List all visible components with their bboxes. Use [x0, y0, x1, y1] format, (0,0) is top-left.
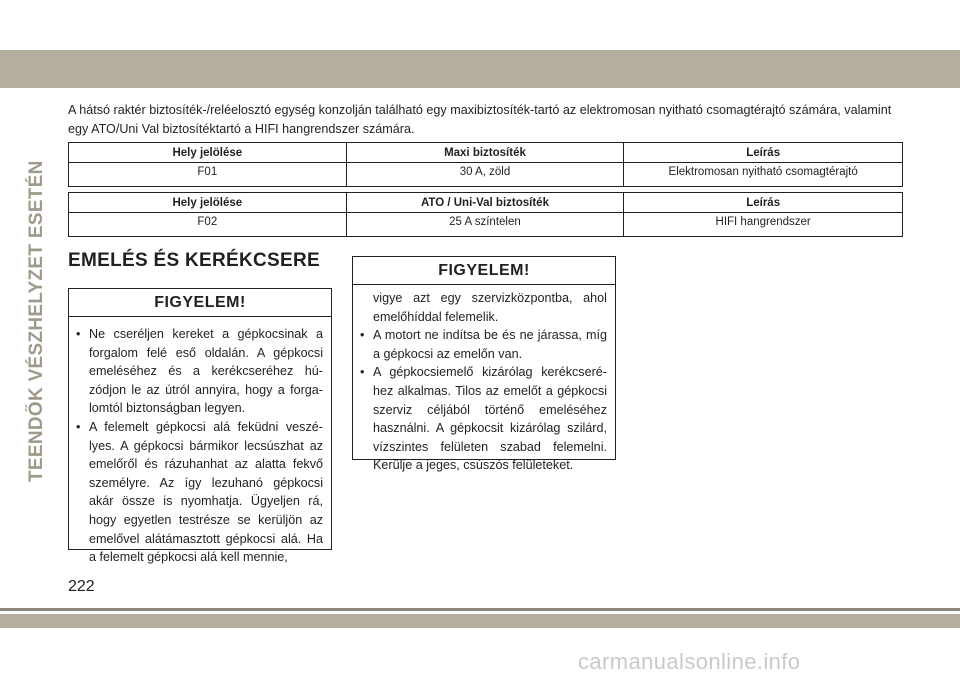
warning-list — [353, 285, 615, 479]
intro-paragraph: A hátsó raktér biztosíték-/reléelosztó egység konzolján található egy maxibiztosíték-tartó az elektromosan nyitható csomagtérajtó számára, valamint egy ATO/Uni Val biztosítéktartó a HIFI hangrendszer számára. — [68, 103, 892, 136]
warning-list — [69, 317, 331, 571]
table-cell: F02 — [69, 213, 347, 237]
maxi-fuse-table — [68, 142, 903, 187]
warning-title: FIGYELEM! — [353, 257, 615, 285]
column-header: ATO / Uni-Val biztosíték — [346, 193, 624, 213]
ato-fuse-table — [68, 192, 903, 237]
table-header-row — [69, 193, 903, 213]
table-cell: HIFI hangrendszer — [624, 213, 903, 237]
column-header: Hely jelölése — [69, 143, 347, 163]
footer-band — [0, 614, 960, 628]
chapter-side-title: TEENDŐK VÉSZHELYZET ESETÉN — [26, 160, 47, 482]
warning-item: • A gépkocsiemelő kizárólag kerékcseréhez alkalmas. Tilos az emelőt a gépkocsi szerviz céljából történő emeléséhez használni. A gépkocsit kizárólag szilárd, vízszintes felületen szabad felemelni. Kerülje a jeges, csúszós felületeket. — [359, 363, 607, 475]
table-cell: Elektromosan nyitható csomagtérajtó — [624, 163, 903, 187]
warning-title: FIGYELEM! — [69, 289, 331, 317]
page-number: 222 — [68, 578, 95, 595]
table-row — [69, 163, 903, 187]
table-cell: F01 — [69, 163, 347, 187]
footer-divider — [0, 608, 960, 611]
column-header: Maxi biztosíték — [346, 143, 624, 163]
column-header: Hely jelölése — [69, 193, 347, 213]
warning-box-right — [352, 256, 616, 473]
table-header-row — [69, 143, 903, 163]
header-band — [0, 50, 960, 88]
warning-item: • A motort ne indítsa be és ne járassa, míg a gépkocsi az emelőn van. — [359, 326, 607, 363]
warning-item: • A felemelt gépkocsi alá feküdni veszélyes. A gépkocsi bármikor lecsúszhat az emelőről és rázuhanhat az alatta fekvő személyre. Az így lezuhanó gépkocsi akár össze is nyomhatja. Ügyeljen rá, hogy egyetlen testrésze se kerüljön az emelővel alátámasztott gépkocsi alá. Ha a felemelt gépkocsi alá kell mennie, — [75, 418, 323, 567]
column-header: Leírás — [624, 143, 903, 163]
warning-continuation: vigye azt egy szervizközpontba, ahol emelőhíddal felemelik. — [373, 291, 607, 324]
section-heading: EMELÉS ÉS KERÉKCSERE — [68, 250, 320, 271]
table-cell: 30 A, zöld — [346, 163, 624, 187]
warning-item: • Ne cseréljen kereket a gépkocsinak a forgalom felé eső oldalán. A gépkocsi emeléséhez és a kerékcseréhez húzódjon le az útról annyira, hogy a forgalomtól biztonságban legyen. — [75, 325, 323, 418]
watermark-text: carmanualsonline.info — [578, 649, 801, 674]
column-header: Leírás — [624, 193, 903, 213]
warning-box-left — [68, 288, 332, 565]
table-row — [69, 213, 903, 237]
table-cell: 25 A színtelen — [346, 213, 624, 237]
